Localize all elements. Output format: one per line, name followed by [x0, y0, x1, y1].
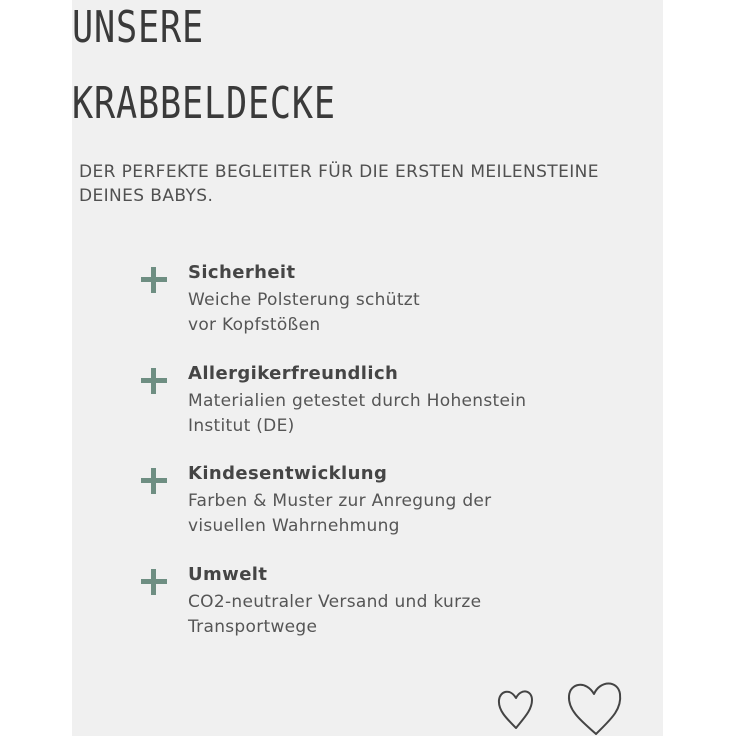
feature-description-line: Farben & Muster zur Anregung der	[188, 491, 492, 511]
plus-icon	[140, 467, 168, 495]
feature-description-line: vor Kopfstößen	[188, 315, 321, 335]
feature-description-line: visuellen Wahrnehmung	[188, 516, 400, 536]
subtitle-line-1: DER PERFEKTE BEGLEITER FÜR DIE ERSTEN MEILENSTEINE	[79, 162, 599, 182]
feature-description	[188, 590, 481, 640]
subtitle	[79, 160, 663, 208]
feature-title: Kindesentwicklung	[188, 463, 388, 484]
feature-description-line: Weiche Polsterung schützt	[188, 290, 420, 310]
plus-icon	[140, 367, 168, 395]
hearts-icon	[496, 672, 663, 736]
feature-item-sicherheit	[140, 260, 600, 350]
content-panel	[72, 0, 663, 736]
feature-description-line: Institut (DE)	[188, 416, 295, 436]
plus-icon	[140, 568, 168, 596]
feature-description	[188, 489, 491, 539]
page-title	[72, 0, 336, 142]
feature-description-line: Materialien getestet durch Hohenstein	[188, 391, 527, 411]
feature-item-allergikerfreundlich	[140, 361, 600, 451]
feature-description-line: CO2-neutraler Versand und kurze	[188, 592, 482, 612]
feature-title: Umwelt	[188, 564, 268, 585]
feature-description	[188, 288, 420, 338]
title-line-2: KRABBELDECKE	[72, 78, 336, 129]
feature-item-kindesentwicklung	[140, 461, 600, 551]
feature-title: Sicherheit	[188, 262, 296, 283]
feature-title: Allergikerfreundlich	[188, 363, 399, 384]
title-line-1: UNSERE	[72, 2, 204, 53]
plus-icon	[140, 266, 168, 294]
subtitle-line-2: DEINES BABYS.	[79, 186, 214, 206]
feature-item-umwelt	[140, 562, 600, 652]
feature-description	[188, 389, 526, 439]
feature-description-line: Transportwege	[188, 617, 318, 637]
